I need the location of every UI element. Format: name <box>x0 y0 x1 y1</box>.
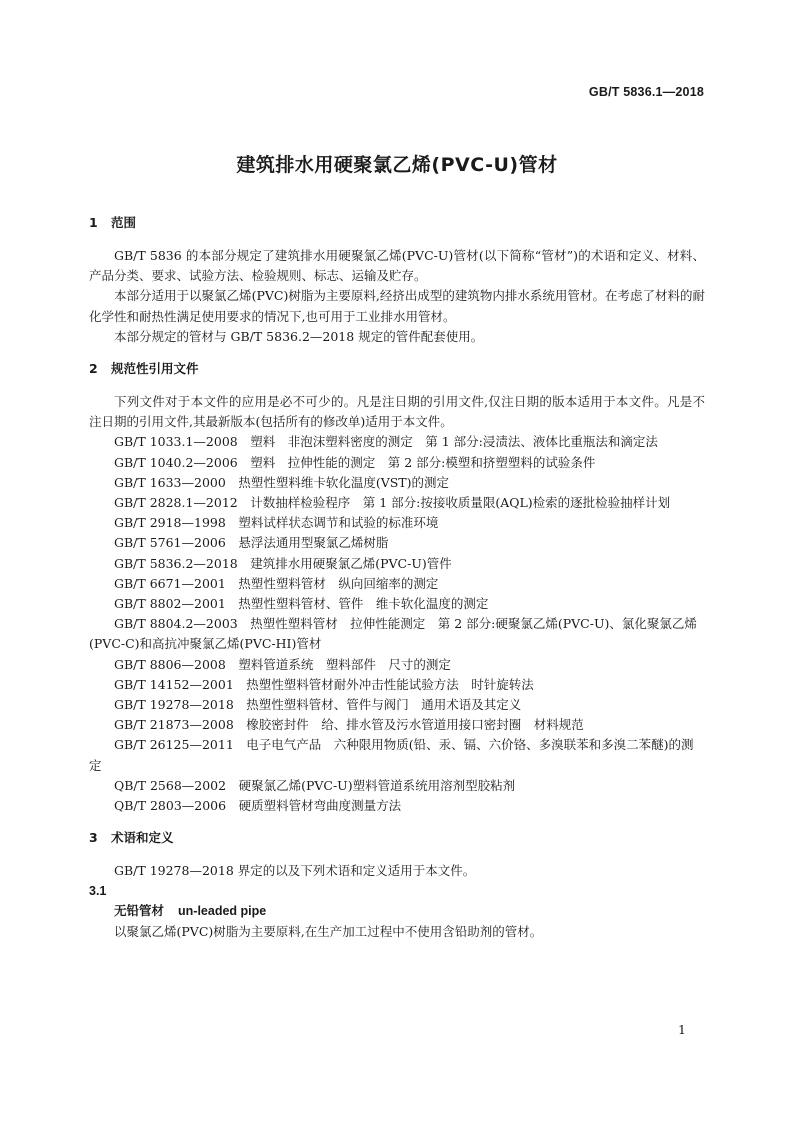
reference-item: GB/T 1040.2—2006 塑料 拉伸性能的测定 第 2 部分:模塑和挤塑塑料的试验条件 <box>114 454 596 470</box>
reference-item: QB/T 2568—2002 硬聚氯乙烯(PVC-U)塑料管道系统用溶剂型胶粘剂 <box>114 777 516 793</box>
reference-item: GB/T 26125—2011 电子电气产品 六种限用物质(铅、汞、镉、六价铬、多溴联苯和多溴二苯醚)的测定 <box>89 737 694 773</box>
reference-item: GB/T 6671—2001 热塑性塑料管材 纵向回缩率的测定 <box>114 575 439 591</box>
document-title: 建筑排水用硬聚氯乙烯(PVC-U)管材 <box>236 154 558 176</box>
reference-item: GB/T 5836.2—2018 建筑排水用硬聚氯乙烯(PVC-U)管件 <box>114 555 452 571</box>
reference-item: GB/T 2828.1—2012 计数抽样检验程序 第 1 部分:按接收质量限(AQL)检索的逐批检验抽样计划 <box>114 495 671 511</box>
reference-item: GB/T 19278—2018 热塑性塑料管材、管件与阀门 通用术语及其定义 <box>114 697 522 713</box>
clause-number: 3.1 <box>89 884 107 899</box>
section-title: 术语和定义 <box>111 830 174 846</box>
term-entry <box>89 901 705 921</box>
section-number: 3 <box>89 830 98 846</box>
term-english: un-leaded pipe <box>178 904 267 919</box>
reference-item: GB/T 1633—2000 热塑性塑料维卡软化温度(VST)的测定 <box>114 474 449 490</box>
paragraph: GB/T 5836 的本部分规定了建筑排水用硬聚氯乙烯(PVC-U)管材(以下简称“管材”)的术语和定义、材料、产品分类、要求、试验方法、检验规则、标志、运输及贮存。 <box>89 248 705 284</box>
reference-item: GB/T 5761—2006 悬浮法通用型聚氯乙烯树脂 <box>114 535 389 551</box>
normative-references <box>89 392 705 816</box>
section-heading-scope <box>89 213 705 233</box>
section-title: 规范性引用文件 <box>111 361 199 377</box>
section-heading-normative-references <box>89 359 705 379</box>
section-number: 2 <box>89 361 98 377</box>
reference-item: GB/T 14152—2001 热塑性塑料管材耐外冲击性能试验方法 时针旋转法 <box>114 676 534 692</box>
section-heading-terms <box>89 828 705 848</box>
term-definition: 以聚氯乙烯(PVC)树脂为主要原料,在生产加工过程中不使用含铅助剂的管材。 <box>114 923 543 939</box>
reference-item: GB/T 8806—2008 塑料管道系统 塑料部件 尺寸的测定 <box>114 656 451 672</box>
reference-item: GB/T 8802—2001 热塑性塑料管材、管件 维卡软化温度的测定 <box>114 596 489 612</box>
section-title: 范围 <box>111 215 137 230</box>
reference-item: QB/T 2803—2006 硬质塑料管材弯曲度测量方法 <box>114 798 402 814</box>
section-number: 1 <box>89 215 98 230</box>
paragraph: 本部分适用于以聚氯乙烯(PVC)树脂为主要原料,经挤出成型的建筑物内排水系统用管材。在考虑了材料的耐化学性和耐热性满足使用要求的情况下,也可用于工业排水用管材。 <box>89 288 705 324</box>
terms-section <box>89 861 705 942</box>
paragraph: 下列文件对于本文件的应用是必不可少的。凡是注日期的引用文件,仅注日期的版本适用于本文件。凡是不注日期的引用文件,其最新版本(包括所有的修改单)适用于本文件。 <box>89 394 705 430</box>
reference-item: GB/T 2918—1998 塑料试样状态调节和试验的标准环境 <box>114 515 439 531</box>
paragraph: 本部分规定的管材与 GB/T 5836.2—2018 规定的管件配套使用。 <box>114 328 484 344</box>
document-body <box>89 213 705 942</box>
scope-paragraphs <box>89 246 705 347</box>
reference-item: GB/T 1033.1—2008 塑料 非泡沫塑料密度的测定 第 1 部分:浸渍法、液体比重瓶法和滴定法 <box>114 434 658 450</box>
paragraph: GB/T 19278—2018 界定的以及下列术语和定义适用于本文件。 <box>114 863 476 879</box>
term-chinese: 无铅管材 <box>114 903 165 919</box>
reference-item: GB/T 21873—2008 橡胶密封件 给、排水管及污水管道用接口密封圈 材料规范 <box>114 717 584 733</box>
page-number: 1 <box>678 1022 686 1037</box>
standard-code: GB/T 5836.1—2018 <box>588 85 704 99</box>
reference-item: GB/T 8804.2—2003 热塑性塑料管材 拉伸性能测定 第 2 部分:硬聚氯乙烯(PVC-U)、氯化聚氯乙烯(PVC-C)和高抗冲聚氯乙烯(PVC-HI)管材 <box>89 616 697 652</box>
